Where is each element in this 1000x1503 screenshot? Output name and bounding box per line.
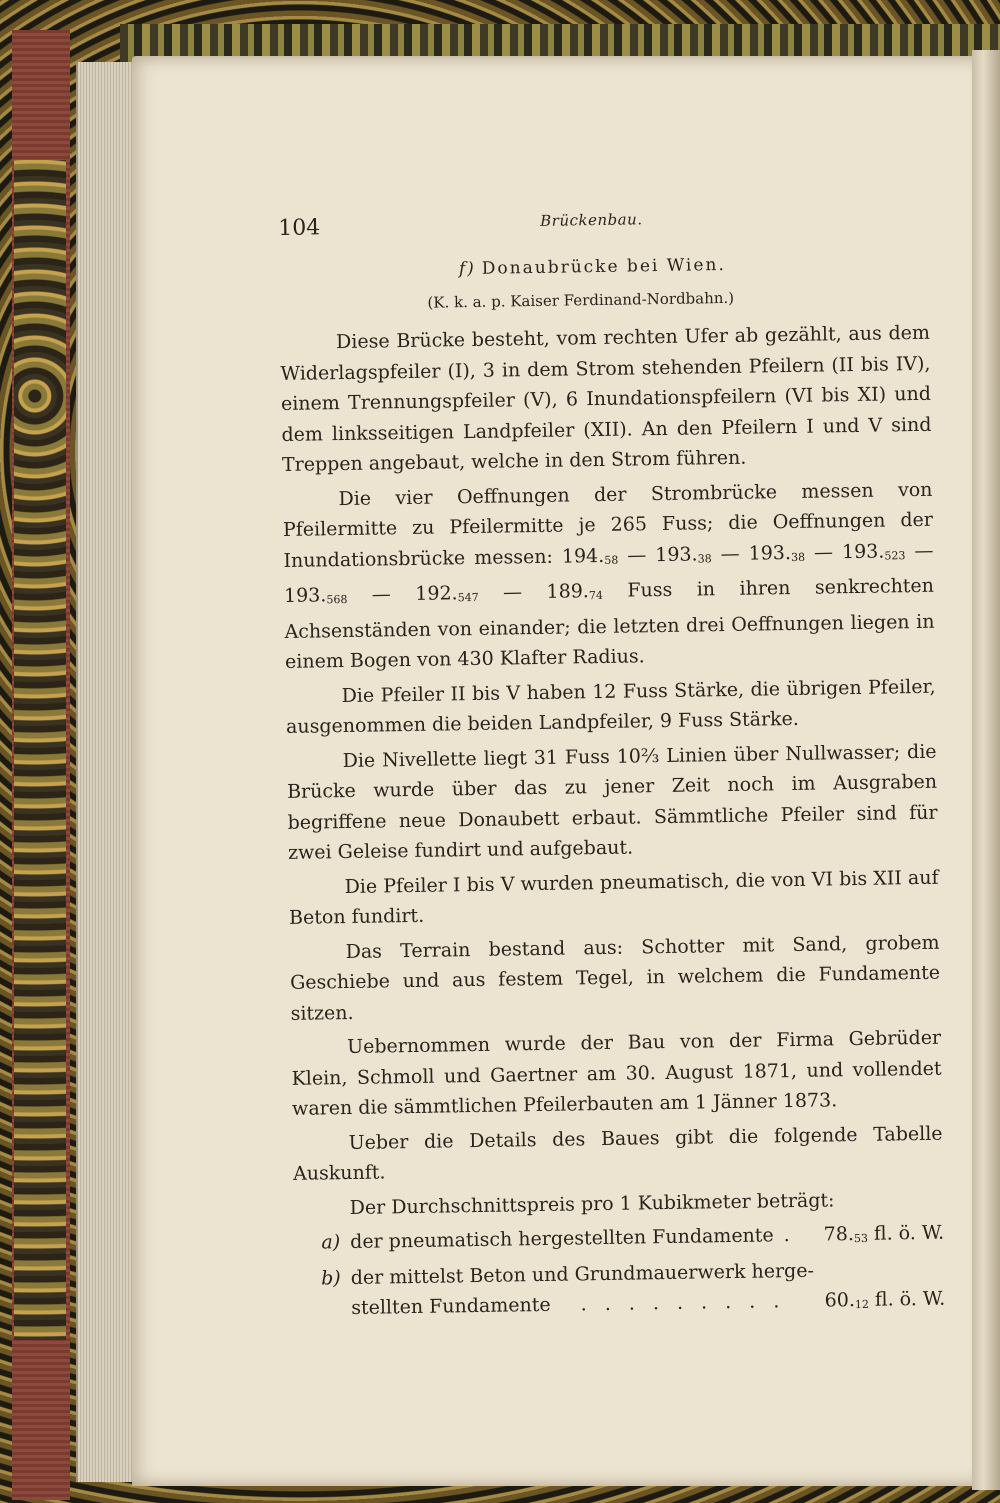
paragraph-5: Die Pfeiler I bis V wurden pneumatisch, die von VI bis XII auf Beton fundirt.	[288, 866, 939, 929]
section-label: f)	[458, 258, 477, 280]
paragraph-2: Die vier Oeffnungen der Strombrücke messen von Pfeilermitte zu Pfeilermitte je 265 Fuss; die Oeffnungen der Inundationsbrücke messen: 194.58 — 193.38 — 193.38 — 193.523 — 193.568 — 192.547 — 189.74 Fuss in ihren senkrechten Achsenständen von einander; die letzten drei Oeffnungen liegen in einem Bogen von 430 Klafter Radius.	[282, 478, 935, 673]
running-head: Brückenbau.	[540, 210, 643, 230]
marbled-endpaper	[14, 160, 66, 1340]
section-title-text: Donaubrücke bei Wien.	[481, 254, 726, 279]
page-number: 104	[278, 215, 321, 241]
section-title	[459, 252, 929, 279]
paragraph-6: Das Terrain bestand aus: Schotter mit Sand, grobem Geschiebe und aus festem Tegel, in welchem die Fundamente sitzen.	[289, 931, 941, 1025]
paragraph-4: Die Nivellette liegt 31 Fuss 10⅔ Linien über Nullwasser; die Brücke wurde über das zu jener Zeit noch im Ausgraben begriffene neue Donaubett erbaut. Sämmtliche Pfeiler sind für zwei Geleise fundirt und aufgebaut.	[286, 740, 938, 864]
price-b: 60.12 fl. ö. W.	[824, 1287, 946, 1312]
paragraph-7: Uebernommen wurde der Bau von der Firma Gebrüder Klein, Schmoll und Gaertner am 30. August 1871, und vollendet waren die sämmtlichen Pfeilerbauten am 1 Jänner 1873.	[291, 1026, 942, 1120]
price-item-b: b) der mittelst Beton und Grundmauerwerk herge- stellten Fundamente . . . . . . . . . 60.12 fl. ö. W.	[295, 1253, 946, 1329]
paragraph-9: Der Durchschnittspreis pro 1 Kubikmeter beträgt:	[349, 1188, 835, 1219]
page-fold	[972, 50, 1000, 1490]
paragraph-3: Die Pfeiler II bis V haben 12 Fuss Stärke, die übrigen Pfeiler, ausgenommen die beiden Landpfeiler, 9 Fuss Stärke.	[285, 675, 936, 738]
paragraph-1: Diese Brücke besteht, vom rechten Ufer ab gezählt, aus dem Widerlagspfeiler (I), 3 in dem Strom stehenden Pfeilern (II bis IV), einem Trennungspfeiler (V), 6 Inundationspfeilern (VI bis XI) und dem linksseitigen Landpfeiler (XII). An den Pfeilern I und V sind Treppen angebaut, welche in den Strom führen.	[280, 321, 932, 476]
paragraph-8: Ueber die Details des Baues gibt die folgende Tabelle Auskunft.	[292, 1122, 943, 1185]
section-subtitle: (K. k. a. p. Kaiser Ferdinand-Nordbahn.)	[427, 288, 735, 312]
price-item-a: a) der pneumatisch hergestellten Fundamente . 78.53 fl. ö. W.	[294, 1218, 944, 1264]
price-list	[294, 1218, 946, 1330]
text-block	[278, 202, 945, 1330]
price-a: 78.53 fl. ö. W.	[823, 1221, 945, 1246]
